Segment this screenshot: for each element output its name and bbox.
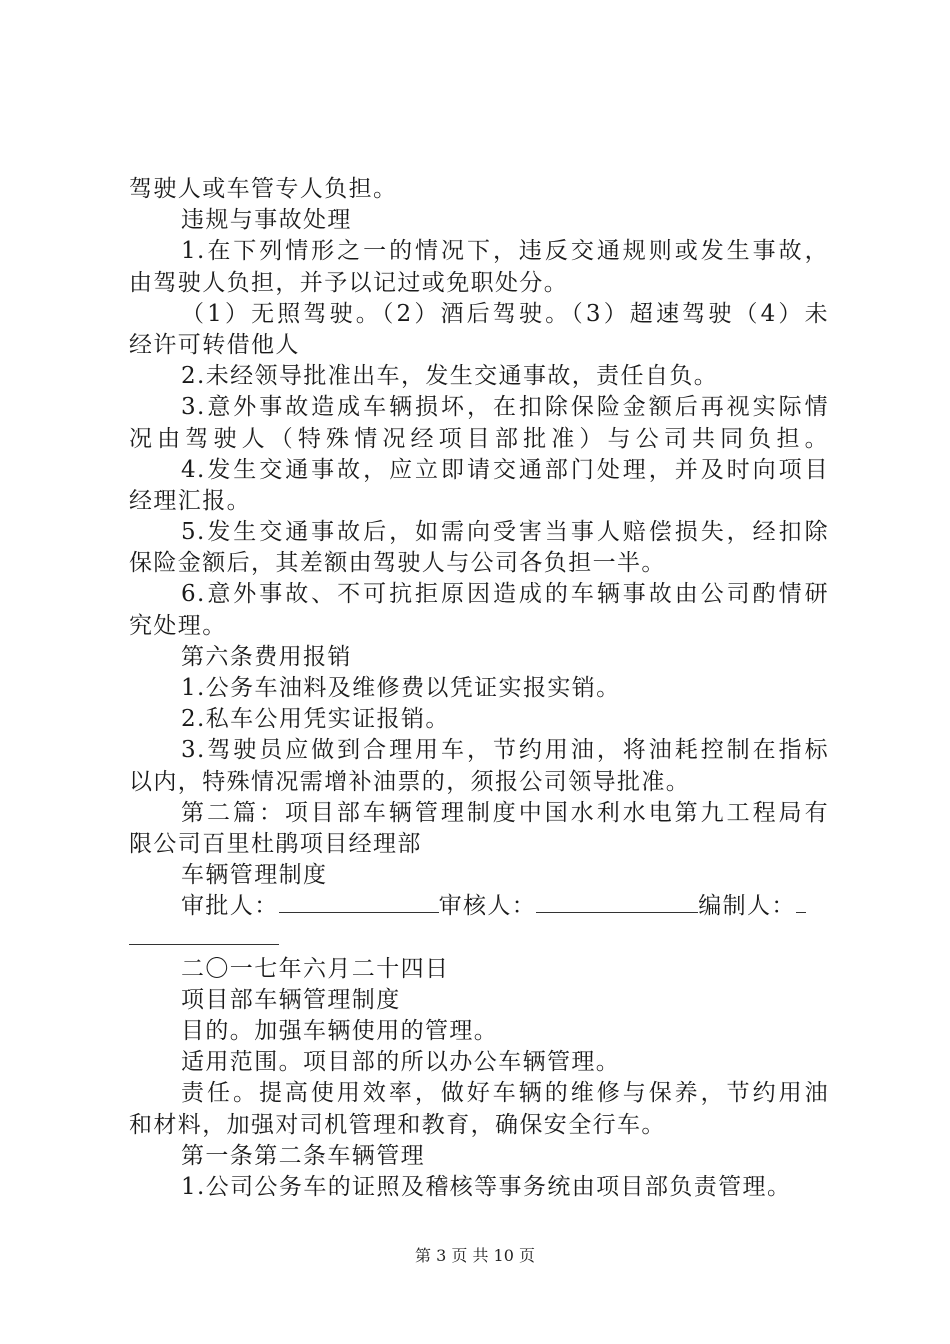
approver-label: 审批人： bbox=[181, 893, 279, 920]
text-line: 经理汇报。 bbox=[129, 487, 251, 514]
preparer-blank-continued bbox=[129, 924, 279, 945]
text-line: 第二篇：项目部车辆管理制度中国水利水电第九工程局有 bbox=[181, 799, 829, 826]
signature-row-continuation bbox=[129, 923, 829, 954]
text-line: 1.在下列情形之一的情况下，违反交通规则或发生事故， bbox=[181, 238, 829, 265]
text-line: 项目部车辆管理制度 bbox=[181, 986, 401, 1013]
paragraphs-after-signature bbox=[129, 954, 829, 1204]
text-line: 责任。提高使用效率，做好车辆的维修与保养，节约用油 bbox=[181, 1080, 829, 1107]
text-line: 经许可转借他人 bbox=[129, 331, 300, 358]
signature-row bbox=[129, 891, 829, 922]
text-line: 况由驾驶人（特殊情况经项目部批准）与公司共同负担。 bbox=[129, 425, 829, 452]
text-line: 5.发生交通事故后，如需向受害当事人赔偿损失，经扣除 bbox=[181, 519, 829, 546]
text-line: 4.发生交通事故，应立即请交通部门处理，并及时向项目 bbox=[181, 456, 829, 483]
reviewer-label: 审核人： bbox=[438, 893, 537, 920]
text-line: 2.未经领导批准出车，发生交通事故，责任自负。 bbox=[181, 363, 719, 390]
text-line: 1.公务车油料及维修费以凭证实报实销。 bbox=[181, 675, 621, 701]
approver-blank bbox=[279, 892, 439, 913]
text-line: （1）无照驾驶。（2）酒后驾驶。（3）超速驾驶（4）未 bbox=[181, 300, 829, 327]
text-line: 和材料，加强对司机管理和教育，确保安全行车。 bbox=[129, 1111, 666, 1138]
page-footer: 第 3 页 共 10 页 bbox=[415, 1246, 535, 1265]
text-line: 3.意外事故造成车辆损坏，在扣除保险金额后再视实际情 bbox=[181, 394, 829, 421]
document-body bbox=[129, 174, 829, 1203]
text-line: 第一条第二条车辆管理 bbox=[181, 1142, 425, 1169]
preparer-blank bbox=[796, 892, 806, 913]
text-line: 保险金额后，其差额由驾驶人与公司各负担一半。 bbox=[129, 550, 666, 577]
text-line: 1.公司公务车的证照及稽核等事务统由项目部负责管理。 bbox=[181, 1174, 792, 1200]
text-line: 驾驶人或车管专人负担。 bbox=[129, 176, 398, 202]
text-line: 究处理。 bbox=[129, 612, 227, 639]
paragraphs-before-signature bbox=[129, 174, 829, 891]
text-line: 第六条费用报销 bbox=[181, 643, 352, 670]
text-line: 6.意外事故、不可抗拒原因造成的车辆事故由公司酌情研 bbox=[181, 581, 829, 608]
text-line: 目的。加强车辆使用的管理。 bbox=[181, 1018, 499, 1045]
text-line: 车辆管理制度 bbox=[181, 862, 328, 889]
preparer-label: 编制人： bbox=[698, 893, 796, 920]
text-line: 由驾驶人负担，并予以记过或免职处分。 bbox=[129, 269, 569, 296]
text-line: 违规与事故处理 bbox=[181, 207, 352, 234]
text-line: 限公司百里杜鹃项目经理部 bbox=[129, 830, 422, 857]
text-line: 以内，特殊情况需增补油票的，须报公司领导批准。 bbox=[129, 768, 691, 795]
text-line: 2.私车公用凭实证报销。 bbox=[181, 706, 450, 733]
text-line: 二〇一七年六月二十四日 bbox=[181, 955, 450, 982]
text-line: 3.驾驶员应做到合理用车，节约用油，将油耗控制在指标 bbox=[181, 737, 829, 764]
reviewer-blank bbox=[536, 892, 698, 913]
text-line: 适用范围。项目部的所以办公车辆管理。 bbox=[181, 1049, 621, 1076]
